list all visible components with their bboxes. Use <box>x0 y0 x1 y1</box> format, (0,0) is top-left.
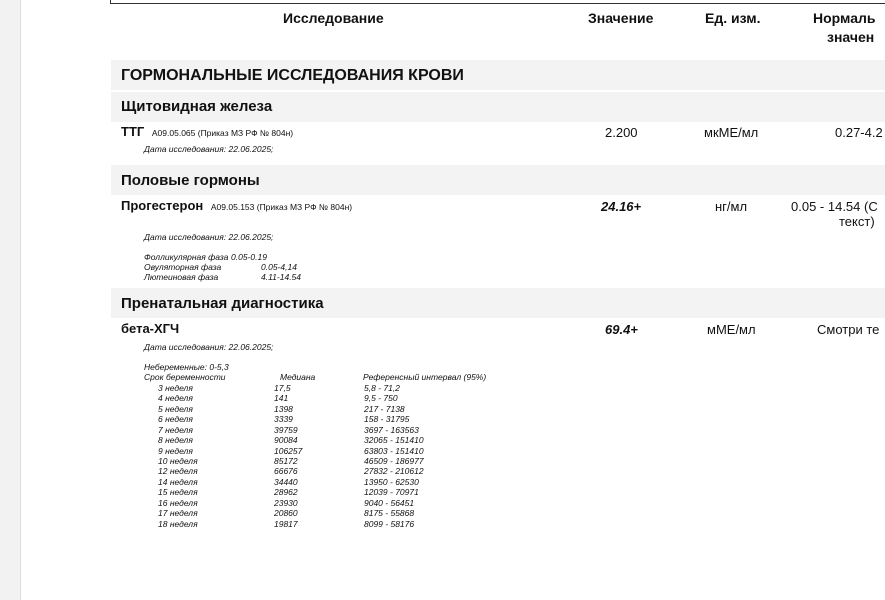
reference-cell-interval: 9040 - 56451 <box>364 497 415 508</box>
reference-row <box>144 508 415 519</box>
section-band-sex-hormones <box>111 165 885 195</box>
reference-cell-median: 3339 <box>274 414 293 425</box>
viewer-sidebar <box>0 0 21 600</box>
header-norm: Нормаль <box>813 10 876 26</box>
reference-cell-median: 39759 <box>274 424 298 435</box>
reference-row <box>144 487 419 498</box>
reference-row <box>144 414 410 425</box>
test-name: бета-ХГЧ <box>121 321 180 336</box>
reference-cell-term: 4 неделя <box>158 393 193 404</box>
phase-names <box>144 252 228 283</box>
main-section-band <box>111 60 885 90</box>
test-value: 2.200 <box>605 125 638 140</box>
reference-cell-term: 3 неделя <box>158 382 193 393</box>
reference-cell-interval: 3697 - 163563 <box>364 424 419 435</box>
test-value: 24.16+ <box>601 199 642 214</box>
phase-range: 0.05-4,14 <box>261 262 297 272</box>
reference-cell-median: 20860 <box>274 508 298 519</box>
test-norm: Смотри те <box>817 322 880 337</box>
reference-cell-term: 6 неделя <box>158 414 193 425</box>
test-unit: мкМЕ/мл <box>704 125 759 140</box>
reference-row <box>144 518 415 529</box>
phase-name: Лютеиновая фаза <box>144 272 219 283</box>
reference-cell-term: 5 неделя <box>158 403 193 414</box>
reference-cell-term: 16 неделя <box>158 497 198 508</box>
reference-row <box>144 476 419 487</box>
test-norm-line2: текст) <box>839 214 875 229</box>
reference-cell-interval: 9,5 - 750 <box>364 393 398 404</box>
reference-row <box>144 445 424 456</box>
reference-cell-term: 10 неделя <box>158 455 198 466</box>
reference-cell-interval: 32065 - 151410 <box>364 435 424 446</box>
reference-cell-interval: 12039 - 70971 <box>364 487 419 498</box>
test-date: Дата исследования: 22.06.2025; <box>144 342 274 352</box>
reference-header-row <box>144 372 487 383</box>
phase-name: Овуляторная фаза <box>144 262 222 273</box>
test-code: A09.05.153 (Приказ МЗ РФ № 804н) <box>210 202 353 212</box>
test-norm: 0.05 - 14.54 (С <box>791 199 878 214</box>
phase-range: 0.05-0.19 <box>231 252 267 262</box>
reference-row <box>144 455 424 466</box>
reference-cell-interval: 5,8 - 71,2 <box>364 382 400 393</box>
header-value: Значение <box>588 10 654 26</box>
test-row-progesterone <box>121 198 352 213</box>
reference-cell-median: 85172 <box>274 455 298 466</box>
header-unit: Ед. изм. <box>705 10 761 26</box>
section-title-thyroid: Щитовидная железа <box>121 98 273 115</box>
reference-cell-interval: 13950 - 62530 <box>364 476 419 487</box>
test-row-tsh <box>121 124 293 139</box>
col-interval: Референсный интервал (95%) <box>363 372 487 383</box>
reference-cell-term: 18 неделя <box>158 518 198 529</box>
reference-row <box>144 497 415 508</box>
reference-cell-interval: 8099 - 58176 <box>364 518 415 529</box>
reference-cell-interval: 27832 - 210612 <box>364 466 424 477</box>
section-title-prenatal: Пренатальная диагностика <box>121 295 324 312</box>
section-band-thyroid <box>111 92 885 122</box>
reference-cell-median: 34440 <box>274 476 298 487</box>
reference-cell-median: 23930 <box>274 497 298 508</box>
reference-row <box>144 466 424 477</box>
test-value: 69.4+ <box>605 322 638 337</box>
reference-cell-term: 15 неделя <box>158 487 198 498</box>
reference-cell-median: 19817 <box>274 518 298 529</box>
col-term: Срок беременности <box>144 372 226 383</box>
non-pregnant-note: Небеременные: 0-5,3 <box>144 362 229 372</box>
reference-row <box>144 435 424 446</box>
phase-range: 4.11-14.54 <box>261 272 302 282</box>
reference-cell-median: 141 <box>274 393 289 404</box>
reference-row <box>144 382 400 393</box>
header-study: Исследование <box>283 10 384 26</box>
test-date: Дата исследования: 22.06.2025; <box>144 232 274 242</box>
reference-cell-median: 1398 <box>274 403 293 414</box>
reference-cell-median: 106257 <box>274 445 303 456</box>
table-top-border <box>110 0 885 4</box>
reference-rows <box>144 382 424 529</box>
reference-cell-median: 17,5 <box>274 382 291 393</box>
test-row-hcg <box>121 321 179 336</box>
test-name: Прогестерон <box>121 198 204 213</box>
test-unit: мМЕ/мл <box>707 322 756 337</box>
lab-report-page <box>21 0 885 600</box>
reference-cell-median: 90084 <box>274 435 298 446</box>
reference-cell-interval: 217 - 7138 <box>364 403 405 414</box>
reference-cell-interval: 46509 - 186977 <box>364 455 424 466</box>
reference-cell-median: 28962 <box>274 487 298 498</box>
col-median: Медиана <box>280 372 316 383</box>
reference-cell-term: 12 неделя <box>158 466 198 477</box>
reference-cell-term: 17 неделя <box>158 508 198 519</box>
reference-cell-median: 66676 <box>274 466 298 477</box>
header-norm-line2: значен <box>827 29 875 45</box>
reference-cell-interval: 63803 - 151410 <box>364 445 424 456</box>
reference-row <box>144 403 405 414</box>
test-name: ТТГ <box>121 124 145 139</box>
reference-row <box>144 424 419 435</box>
main-section-title: ГОРМОНАЛЬНЫЕ ИССЛЕДОВАНИЯ КРОВИ <box>121 67 464 84</box>
test-norm: 0.27-4.2 <box>835 125 883 140</box>
phase-name: Фолликулярная фаза <box>144 252 229 262</box>
reference-cell-term: 8 неделя <box>158 435 193 446</box>
reference-cell-term: 7 неделя <box>158 424 193 435</box>
hcg-reference-table <box>144 362 487 529</box>
reference-cell-term: 9 неделя <box>158 445 193 456</box>
reference-cell-interval: 158 - 31795 <box>364 414 410 425</box>
section-title-sex-hormones: Половые гормоны <box>121 172 260 189</box>
reference-cell-interval: 8175 - 55868 <box>364 508 415 519</box>
reference-row <box>144 393 398 404</box>
test-unit: нг/мл <box>715 199 748 214</box>
reference-cell-term: 14 неделя <box>158 476 198 487</box>
test-code: A09.05.065 (Приказ МЗ РФ № 804н) <box>151 128 294 138</box>
section-band-prenatal <box>111 288 885 318</box>
test-date: Дата исследования: 22.06.2025; <box>144 144 274 154</box>
